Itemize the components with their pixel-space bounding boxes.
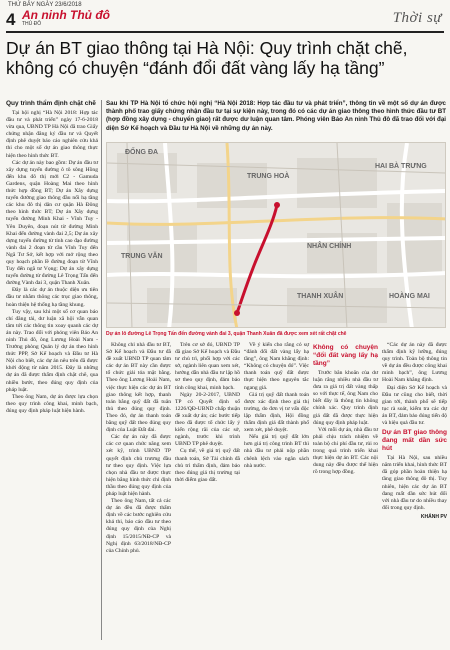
map-label: ĐỐNG ĐA (125, 149, 159, 156)
subheading: Không có chuyện “đổi đất vàng lấy hạ tầng” (313, 344, 378, 367)
body-column (106, 342, 171, 555)
page-number: 4 (6, 10, 16, 29)
sidebar-paragraph: Các dự án này bao gồm: Dự án đầu tư xây dựng tuyến đường ô tô sông Hồng đến khu đô thị mới C2 - Gamuda Gardens, quận Hoàng Mai theo hình thức hợp đồng BT; Dự án Xây dựng tuyến đường giao thông đầu nối hạ tầng các khu đô thị dân cư quận Hà Đông theo hình thức BT; Dự án Xây dựng tuyến đường Minh Khai - Vĩnh Tuy - Yên Duyên, đoạn nút từ đường Minh Khai đến đường vành đai 2,5; Dự án xây dựng tuyến đường từ tỉnh cao đạo đường vành đai 2 đoạn từ cầu Vĩnh Tuy đến Ngã Tư Sở, kết hợp với mở rộng theo quy hoạch phần lề đường đoạn từ Vĩnh Tuy đến ngã tư Vọng; Dự án xây dựng tuyến đường từ đường Lê Trọng Tấn đến đường Vành đai 3, quận Thanh Xuân. (6, 159, 98, 287)
article-lead: Sau khi TP Hà Nội tổ chức hội nghị “Hà Nội 2018: Hợp tác đầu tư và phát triển”, thông tin về một số dự án được thành phố trao giấy chứng nhận đầu tư tại sự kiện này, trong đó có các dự án giao thông theo hình thức đầu tư BT (hợp đồng xây dựng - chuyển giao) rất được dư luận quan tâm. Phóng viên Báo An ninh Thủ đô đã trao đổi với đại diện Sở Kế hoạch và Đầu tư Hà Nội về những dự án này. (106, 100, 446, 132)
body-column (175, 342, 240, 484)
map-label: TRUNG HOÀ (247, 173, 290, 180)
header-divider (6, 31, 444, 33)
body-column (244, 342, 309, 470)
section-title: Thời sự (392, 10, 442, 26)
body-paragraph: Đại diện Sở Kế hoạch và Đầu tư cũng cho biết, thời gian tới, thành phố sẽ tiếp tục rà soát, kiểm tra các dự án BT, đảm bảo đúng tiến độ và hiệu quả đầu tư. (382, 384, 447, 427)
body-paragraph: Theo ông Nam, tất cả các dự án đều đã được thẩm định về các bước nghiên cứu khả thi, báo cáo đầu tư theo đúng quy định của Nghị định 15/2015/NĐ-CP và Nghị định 63/2018/NĐ-CP của Chính phủ. (106, 498, 171, 554)
body-paragraph: Tại Hà Nội, sau nhiều năm triển khai, hình thức BT đã góp phần hoàn thiện hạ tầng giao thông đô thị. Tuy nhiên, hiện các dự án BT đang mất dần sức hút đối với nhà đầu tư do nhiều thay đổi trong quy định. (382, 455, 447, 511)
sidebar-paragraph: Tại hội nghị “Hà Nội 2018: Hợp tác đầu tư và phát triển” ngày 17-6-2018 vừa qua, UBND TP Hà Nội đã trao Giấy chứng nhận đăng ký đầu tư và Quyết định phê duyệt báo cáo nghiên cứu khả thi cho một số dự án giao thông thực hiện theo hình thức BT. (6, 110, 98, 159)
column-divider (101, 100, 102, 640)
sidebar-paragraph: Theo ông Nam, dự án được lựa chọn theo quy trình công khai, minh bạch, đúng quy định pháp luật hiện hành. (6, 393, 98, 414)
sidebar-column (6, 100, 98, 415)
body-paragraph: Trên cơ sở đó, UBND TP đã giao Sở Kế hoạch và Đầu tư chủ trì, phối hợp với các sở, ngành liên quan xem xét, hướng dẫn nhà đầu tư lập hồ sơ theo quy định, đảm bảo tính công khai, minh bạch. (175, 342, 240, 391)
map-label: NHÂN CHÍNH (307, 243, 352, 250)
body-paragraph: Về ý kiến cho rằng có sự “đánh đổi đất vàng lấy hạ tầng”, ông Nam khẳng định: “Không có chuyện đó”. Việc thanh toán quỹ đất được thực hiện theo nguyên tắc ngang giá. (244, 342, 309, 391)
body-paragraph: “Các dự án này đã được thẩm định kỹ lưỡng, đúng quy trình. Toàn bộ thông tin về dự án đều được công khai minh bạch”, ông Lương Hoài Nam khẳng định. (382, 342, 447, 384)
sidebar-paragraph: Tuy vậy, sau khi một số cơ quan báo chí đăng tải, dư luận xã hội vẫn quan tâm tới các thông tin xoay quanh các dự án này. Trao đổi với phóng viên Báo An ninh Thủ đô, ông Lương Hoài Nam - Trưởng phòng Quản lý dự án theo hình thức PPP, Sở Kế hoạch và Đầu tư Hà Nội cho biết, các dự án nêu trên đã được khởi động từ năm 2015. Đây là những dự án đã được thẩm định chặt chẽ, qua nhiều bước, theo đúng quy định của pháp luật. (6, 308, 98, 393)
body-paragraph: Không chỉ nhà đầu tư BT, Sở Kế hoạch và Đầu tư đã đề xuất UBND TP quan tâm các dự án BT này cần được tổ chức giải tỏa mặt bằng. Theo ông Lương Hoài Nam, việc thực hiện các dự án BT giao thông kết hợp, thanh toán bằng quỹ đất đã tuân thủ theo đúng quy định. Theo đó, dự án thanh toán bằng quỹ đất theo đúng quy định của Luật Đất đai. (106, 342, 171, 434)
sidebar-heading: Quy trình thẩm định chặt chẽ (6, 100, 96, 107)
body-paragraph: Giá trị quỹ đất thanh toán được xác định theo giá thị trường, do đơn vị tư vấn độc lập thẩm định, Hội đồng thẩm định giá đất thành phố xem xét, phê duyệt. (244, 391, 309, 434)
map-graphic (107, 143, 446, 328)
logo-text: An ninh Thủ đô (22, 8, 110, 22)
logo-subtext: THỦ ĐÔ (22, 21, 42, 27)
map-label: HOÀNG MAI (389, 293, 430, 300)
map-label: THANH XUÂN (297, 293, 344, 300)
body-paragraph: Nếu giá trị quỹ đất lớn hơn giá trị công trình BT thì nhà đầu tư phải nộp phần chênh lệch vào ngân sách nhà nước. (244, 434, 309, 469)
sidebar-paragraph: Đây là các dự án thuộc diện ưu tiên đầu tư nhằm thông các trục giao thông, hoàn thiện hệ thống hạ tầng khung. (6, 287, 98, 308)
byline: KHÁNH PV (420, 513, 447, 520)
map-image (106, 142, 446, 328)
subheading: Dự án BT giao thông đang mất dần sức hút (382, 429, 447, 453)
body-column (382, 342, 447, 521)
map-caption: Dự án lô đường Lê Trọng Tấn đến đường vành đai 3, quận Thanh Xuân đã được xem xét rất chặt chẽ (106, 331, 347, 337)
map-label: TRUNG VĂN (121, 253, 163, 260)
body-paragraph: Trước băn khoăn của dư luận rằng nhiều nhà đầu tư đưa ra giá trị đất vàng thấp so với thực tế, ông Nam cho biết đây là thông tin không chính xác. Quy trình định giá đất đã được thực hiện đúng quy định pháp luật. (313, 370, 378, 426)
body-column (313, 342, 378, 476)
body-paragraph: Ngày 20-2-2017, UBND TP có Quyết định số 1226/QĐ-UBND chấp thuận đề xuất dự án; các bước tiếp theo đã được tổ chức lấy ý kiến rộng rãi của các sở, ngành, trước khi trình UBND TP phê duyệt. (175, 391, 240, 448)
newspaper-logo (22, 8, 110, 29)
masthead (0, 9, 450, 31)
body-paragraph: Với mỗi dự án, nhà đầu tư phải chịu trách nhiệm về toàn bộ chi phí đầu tư, rủi ro trong quá trình triển khai thực hiện dự án BT. Các nội dung này đều được thể hiện rõ trong hợp đồng. (313, 426, 378, 476)
map-label: HAI BÀ TRƯNG (375, 163, 427, 170)
body-paragraph: Các dự án này đã được các cơ quan chức năng xem xét kỹ, trình UBND TP quyết định chủ trương đầu tư theo quy định. Việc lựa chọn nhà đầu tư được thực hiện bằng hình thức chỉ định thầu theo đúng quy định của pháp luật hiện hành. (106, 434, 171, 497)
article-headline: Dự án BT giao thông tại Hà Nội: Quy trình chặt chẽ, không có chuyện “đánh đổi đất vàng lấy hạ tầng” (6, 38, 408, 78)
dateline: THỨ BẢY NGÀY 23/6/2018 (8, 2, 82, 8)
body-paragraph: Cụ thể, về giá trị quỹ đất thanh toán, Sở Tài chính đã chủ trì thẩm định, đảm bảo theo đúng giá thị trường tại thời điểm giao đất. (175, 448, 240, 483)
